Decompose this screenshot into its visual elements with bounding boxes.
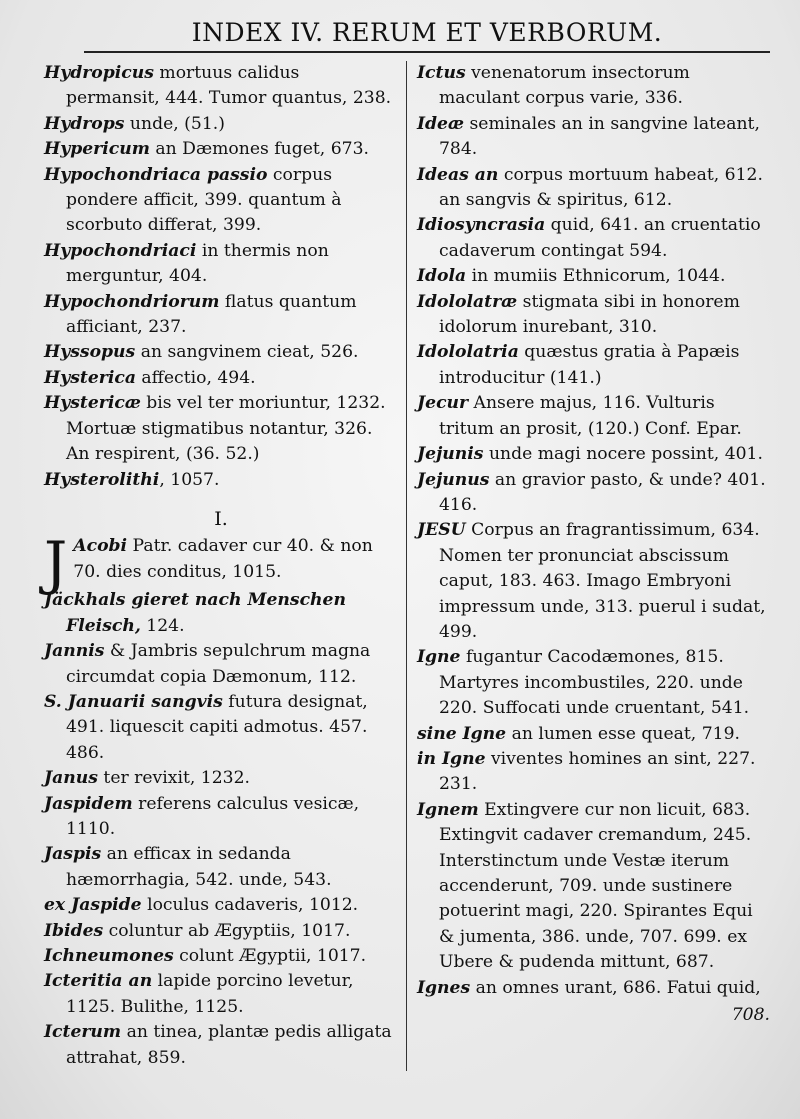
- entry-text: Patr. cadaver cur 40. & non 70. dies conditus, 1015.: [73, 536, 373, 582]
- entry-text: corpus pondere afficit, 399. quantum à scorbuto differat, 399.: [66, 164, 342, 236]
- entry-text: an Dæmones fuget, 673.: [149, 139, 369, 160]
- index-entry: [44, 290, 398, 341]
- entry-text: affectio, 494.: [135, 367, 256, 388]
- entry-text: stigmata sibi in honorem idolorum inurebant, 310.: [439, 291, 740, 338]
- index-entry: [417, 645, 770, 721]
- entry-text: in thermis non merguntur, 404.: [66, 240, 329, 287]
- left-column: [44, 61, 407, 1071]
- entry-text: unde, (51.): [124, 113, 225, 134]
- index-entry: [417, 747, 770, 798]
- entry-text: Corpus an fragrantissimum, 634. Nomen ter pronunciat abscissum caput, 183. 463. Imago Embryoni impressum unde, 313. puerul i sudat, 499.: [439, 520, 766, 642]
- entry-text: futura designat, 491. liquescit capiti admotus. 457. 486.: [66, 691, 368, 763]
- index-entry: [417, 442, 770, 467]
- entry-head: Igne: [417, 647, 461, 668]
- entry-head: Icterum: [44, 1022, 122, 1043]
- entry-text: lapide porcino levetur, 1125. Bulithe, 1125.: [66, 971, 354, 1017]
- entry-text: unde magi nocere possint, 401.: [483, 444, 763, 465]
- index-columns: [44, 61, 770, 1071]
- entry-head: JESU: [417, 520, 466, 541]
- entry-head: Acobi: [73, 536, 128, 557]
- entry-text: an omnes urant, 686. Fatui quid,: [470, 977, 761, 998]
- entry-text: quid, 641. an cruentatio cadaverum contingat 594.: [439, 215, 761, 261]
- index-entry: [417, 798, 770, 976]
- index-entry: [44, 588, 398, 639]
- index-entry: [44, 893, 398, 918]
- entry-text: referens calculus vesicæ, 1110.: [66, 793, 360, 839]
- entry-text: , 1057.: [159, 469, 220, 490]
- index-entry: [417, 112, 770, 163]
- entry-text: an efficax in sedanda hæmorrhagia, 542. unde, 543.: [66, 844, 332, 890]
- index-entry: [44, 468, 398, 493]
- index-entry: [417, 391, 770, 442]
- entry-text: in mumiis Ethnicorum, 1044.: [466, 266, 726, 287]
- entry-head: Icteritia an: [44, 971, 153, 992]
- index-entry: [44, 919, 398, 944]
- entry-text: seminales an in sangvine lateant, 784.: [439, 113, 760, 160]
- index-entry: [44, 944, 398, 969]
- entry-text: venenatorum insectorum maculant corpus varie, 336.: [439, 63, 690, 109]
- index-entry: [417, 518, 770, 645]
- index-entry: [44, 792, 398, 843]
- index-entry: [44, 137, 398, 162]
- entry-head: Ignes: [417, 977, 471, 998]
- entry-head: Jaspis: [44, 844, 102, 865]
- index-entry: [417, 264, 770, 289]
- entries-right: [417, 61, 770, 1001]
- index-entry: [417, 468, 770, 519]
- index-entry: [44, 163, 398, 239]
- entry-text: viventes homines an sint, 227. 231.: [439, 748, 756, 795]
- entry-text: corpus mortuum habeat, 612. an sangvis & spiritus, 612.: [439, 164, 763, 211]
- entry-head: ex Jaspide: [44, 895, 142, 916]
- index-entry: [44, 391, 398, 467]
- entries-i: [44, 588, 398, 1071]
- entry-text: & Jambris sepulchrum magna circumdat copia Dæmonum, 112.: [66, 641, 371, 687]
- entry-head: Idiosyncrasia: [417, 215, 546, 236]
- right-column: [407, 61, 770, 1071]
- entry-text: mortuus calidus permansit, 444. Tumor quantus, 238.: [66, 63, 392, 109]
- entry-head: Idololatria: [417, 342, 519, 363]
- entry-head: Hypochondriaca passio: [44, 164, 268, 185]
- entry-head: Ideas an: [417, 164, 499, 185]
- index-entry: [44, 842, 398, 893]
- index-entry: [417, 722, 770, 747]
- entry-head: Hystericæ: [44, 393, 141, 414]
- entry-text: loculus cadaveris, 1012.: [141, 895, 359, 916]
- entry-head: Jannis: [44, 641, 105, 662]
- entries-h: [44, 61, 398, 493]
- entry-text: Extingvere cur non licuit, 683. Extingvit cadaver cremandum, 245. Interstinctum unde Vestæ iterum accenderunt, 709. unde sustinere potuerint magi, 220. Spirantes Equi & jumenta, 386. unde, 707. 699. ex Ubere & pudenda mittunt, 687.: [439, 799, 753, 973]
- entry-text: an gravior pasto, & unde? 401. 416.: [439, 469, 766, 515]
- entry-head: Hysterica: [44, 367, 136, 388]
- index-entry: [44, 690, 398, 766]
- entry-head: sine Igne: [417, 723, 507, 744]
- entry-text: an tinea, plantæ pedis alligata attrahat, 859.: [66, 1022, 392, 1068]
- entry-text: flatus quantum afficiant, 237.: [66, 291, 357, 338]
- index-entry: [44, 112, 398, 137]
- section-letter: I.: [214, 507, 228, 530]
- index-entry-jacobi: [44, 529, 398, 598]
- index-entry: [417, 290, 770, 341]
- entry-text: fugantur Cacodæmones, 815. Martyres incombustiles, 220. unde 220. Suffocati unde cruentant, 541.: [439, 647, 750, 719]
- entry-text: quæstus gratia à Papæis introducitur (141.): [439, 342, 740, 388]
- index-entry: [44, 969, 398, 1020]
- entry-text: bis vel ter moriuntur, 1232. Mortuæ stigmatibus notantur, 326. An respirent, (36. 52.): [66, 393, 386, 465]
- entry-head: Jecur: [417, 393, 469, 414]
- entry-head: Idola: [417, 266, 467, 287]
- drop-cap: J: [44, 529, 68, 598]
- entry-head: Jäckhals gieret nach Menschen Fleisch,: [44, 590, 346, 636]
- entry-head: Ideæ: [417, 113, 465, 134]
- entry-head: Hysterolithi: [44, 469, 160, 490]
- entry-head: Hydrops: [44, 113, 125, 134]
- entry-head: Idololatræ: [417, 291, 518, 312]
- index-entry: [417, 61, 770, 112]
- catchword: 708.: [731, 1005, 770, 1026]
- entry-head: Ibides: [44, 920, 104, 941]
- index-entry: [44, 766, 398, 791]
- entry-text: colunt Ægyptii, 1017.: [173, 946, 367, 966]
- entry-text: an sangvinem cieat, 526.: [135, 342, 359, 363]
- index-entry: [44, 1020, 398, 1071]
- index-entry: [417, 340, 770, 391]
- index-entry: [417, 213, 770, 264]
- index-entry: [417, 163, 770, 214]
- entry-text: ter revixit, 1232.: [97, 768, 250, 789]
- entry-head: in Igne: [417, 748, 486, 769]
- index-entry: [44, 340, 398, 365]
- index-entry: [44, 61, 398, 112]
- entry-head: Hypericum: [44, 139, 150, 160]
- entry-text: 124.: [140, 615, 185, 636]
- index-entry: [44, 639, 398, 690]
- entry-text: an lumen esse queat, 719.: [506, 723, 740, 744]
- entry-head: Ignem: [417, 799, 479, 820]
- index-entry: [417, 976, 770, 1001]
- entry-head: Jejunus: [417, 469, 490, 490]
- index-entry: [44, 239, 398, 290]
- entry-text: coluntur ab Ægyptiis, 1017.: [103, 920, 351, 941]
- index-entry: [44, 366, 398, 391]
- entry-head: Jaspidem: [44, 793, 133, 814]
- entry-head: Ichneumones: [44, 946, 174, 966]
- entry-head: Jejunis: [417, 444, 484, 465]
- entry-head: Hypochondriaci: [44, 240, 197, 261]
- entry-head: Hydropicus: [44, 63, 154, 83]
- entry-head: S. Januarii sangvis: [44, 691, 223, 712]
- entry-head: Ictus: [417, 63, 466, 83]
- entry-text: Ansere majus, 116. Vulturis tritum an prosit, (120.) Conf. Epar.: [439, 393, 742, 439]
- entry-head: Hypochondriorum: [44, 291, 220, 312]
- entry-head: Janus: [44, 768, 98, 789]
- entry-head: Hyssopus: [44, 342, 136, 363]
- page-header: INDEX IV. RERUM ET VERBORUM.: [84, 18, 770, 53]
